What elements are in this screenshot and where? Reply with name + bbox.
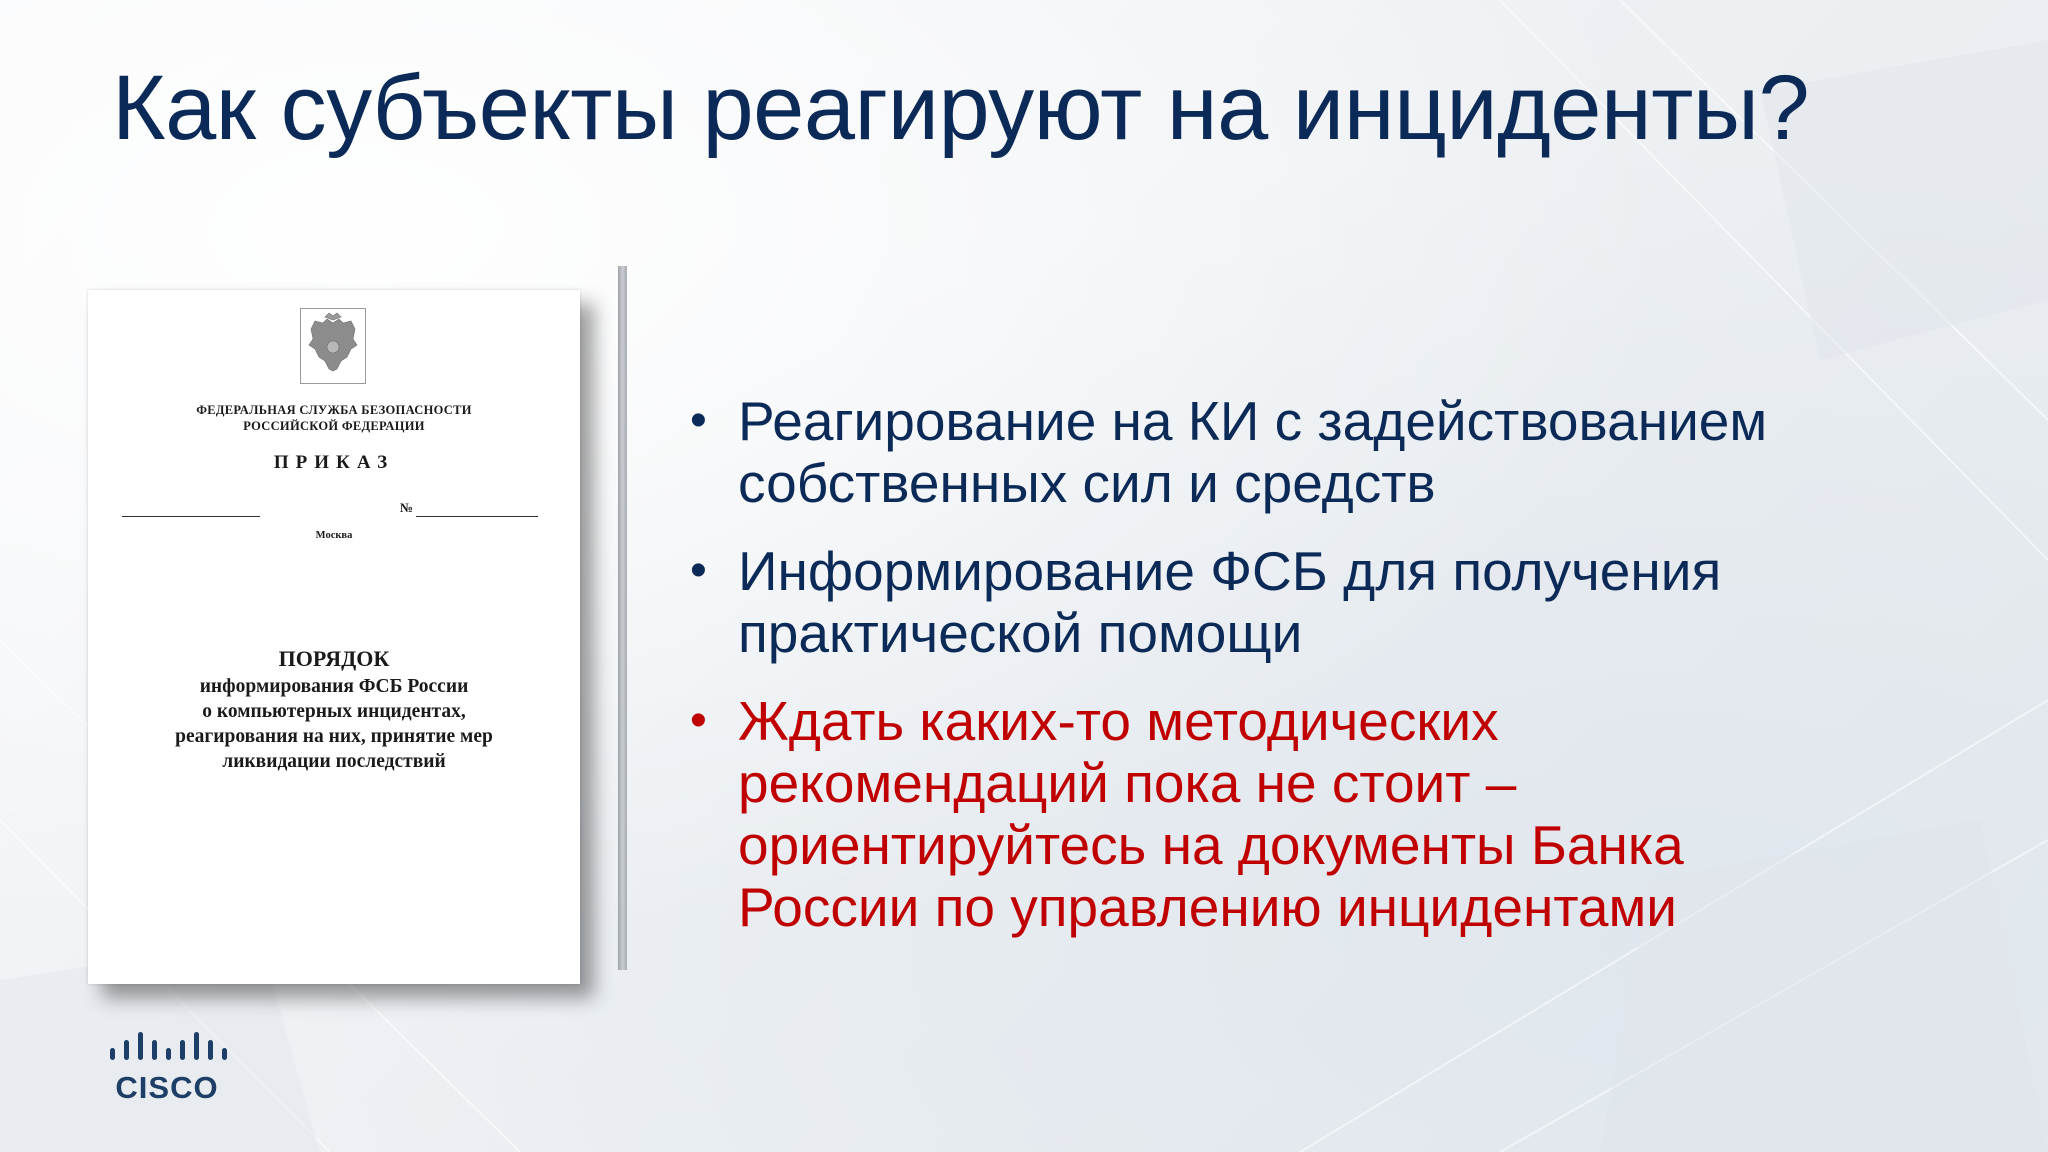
slide-title: Как субъекты реагируют на инциденты? <box>112 57 1810 159</box>
document-agency <box>88 402 580 434</box>
bullet-marker: • <box>690 694 707 747</box>
bullet-list <box>690 390 1980 964</box>
bullet-line: рекомендаций пока не стоит – <box>738 752 1517 814</box>
date-line <box>122 516 260 517</box>
agency-line: РОССИЙСКОЙ ФЕДЕРАЦИИ <box>243 419 425 433</box>
bullet-line: России по управлению инцидентами <box>738 876 1678 938</box>
bullet-line: Реагирование на КИ с задействованием <box>738 390 1768 452</box>
bullet-line: Информирование ФСБ для получения <box>738 540 1722 602</box>
number-line <box>416 516 538 517</box>
bullet-line: практической помощи <box>738 602 1303 664</box>
vertical-separator <box>618 266 627 970</box>
number-sign: № <box>400 500 414 515</box>
order-body-line: реагирования на них, принятие мер <box>175 726 493 747</box>
cisco-wordmark: CISCO <box>115 1070 219 1105</box>
bullet-marker: • <box>690 544 707 597</box>
bullet-item <box>690 390 1980 514</box>
order-body <box>88 674 580 774</box>
bullet-item-highlight <box>690 690 1980 938</box>
agency-line: ФЕДЕРАЛЬНАЯ СЛУЖБА БЕЗОПАСНОСТИ <box>196 403 472 417</box>
bullet-item <box>690 540 1980 664</box>
document-order-label: ПРИКАЗ <box>273 452 395 473</box>
document-page <box>88 290 580 984</box>
document-city: Москва <box>315 530 353 541</box>
order-body-line: информирования ФСБ России <box>199 676 469 697</box>
bullet-line: собственных сил и средств <box>738 452 1436 514</box>
cisco-logo <box>104 1030 230 1105</box>
coat-of-arms-icon <box>300 308 366 384</box>
cisco-bars-icon <box>104 1030 230 1068</box>
bullet-line: ориентируйтесь на документы Банка <box>738 814 1684 876</box>
order-title: ПОРЯДОК <box>278 646 390 671</box>
order-body-line: о компьютерных инцидентах, <box>202 701 466 722</box>
bullet-marker: • <box>690 394 707 447</box>
bullet-line: Ждать каких-то методических <box>738 690 1499 752</box>
order-body-line: ликвидации последствий <box>222 751 446 772</box>
